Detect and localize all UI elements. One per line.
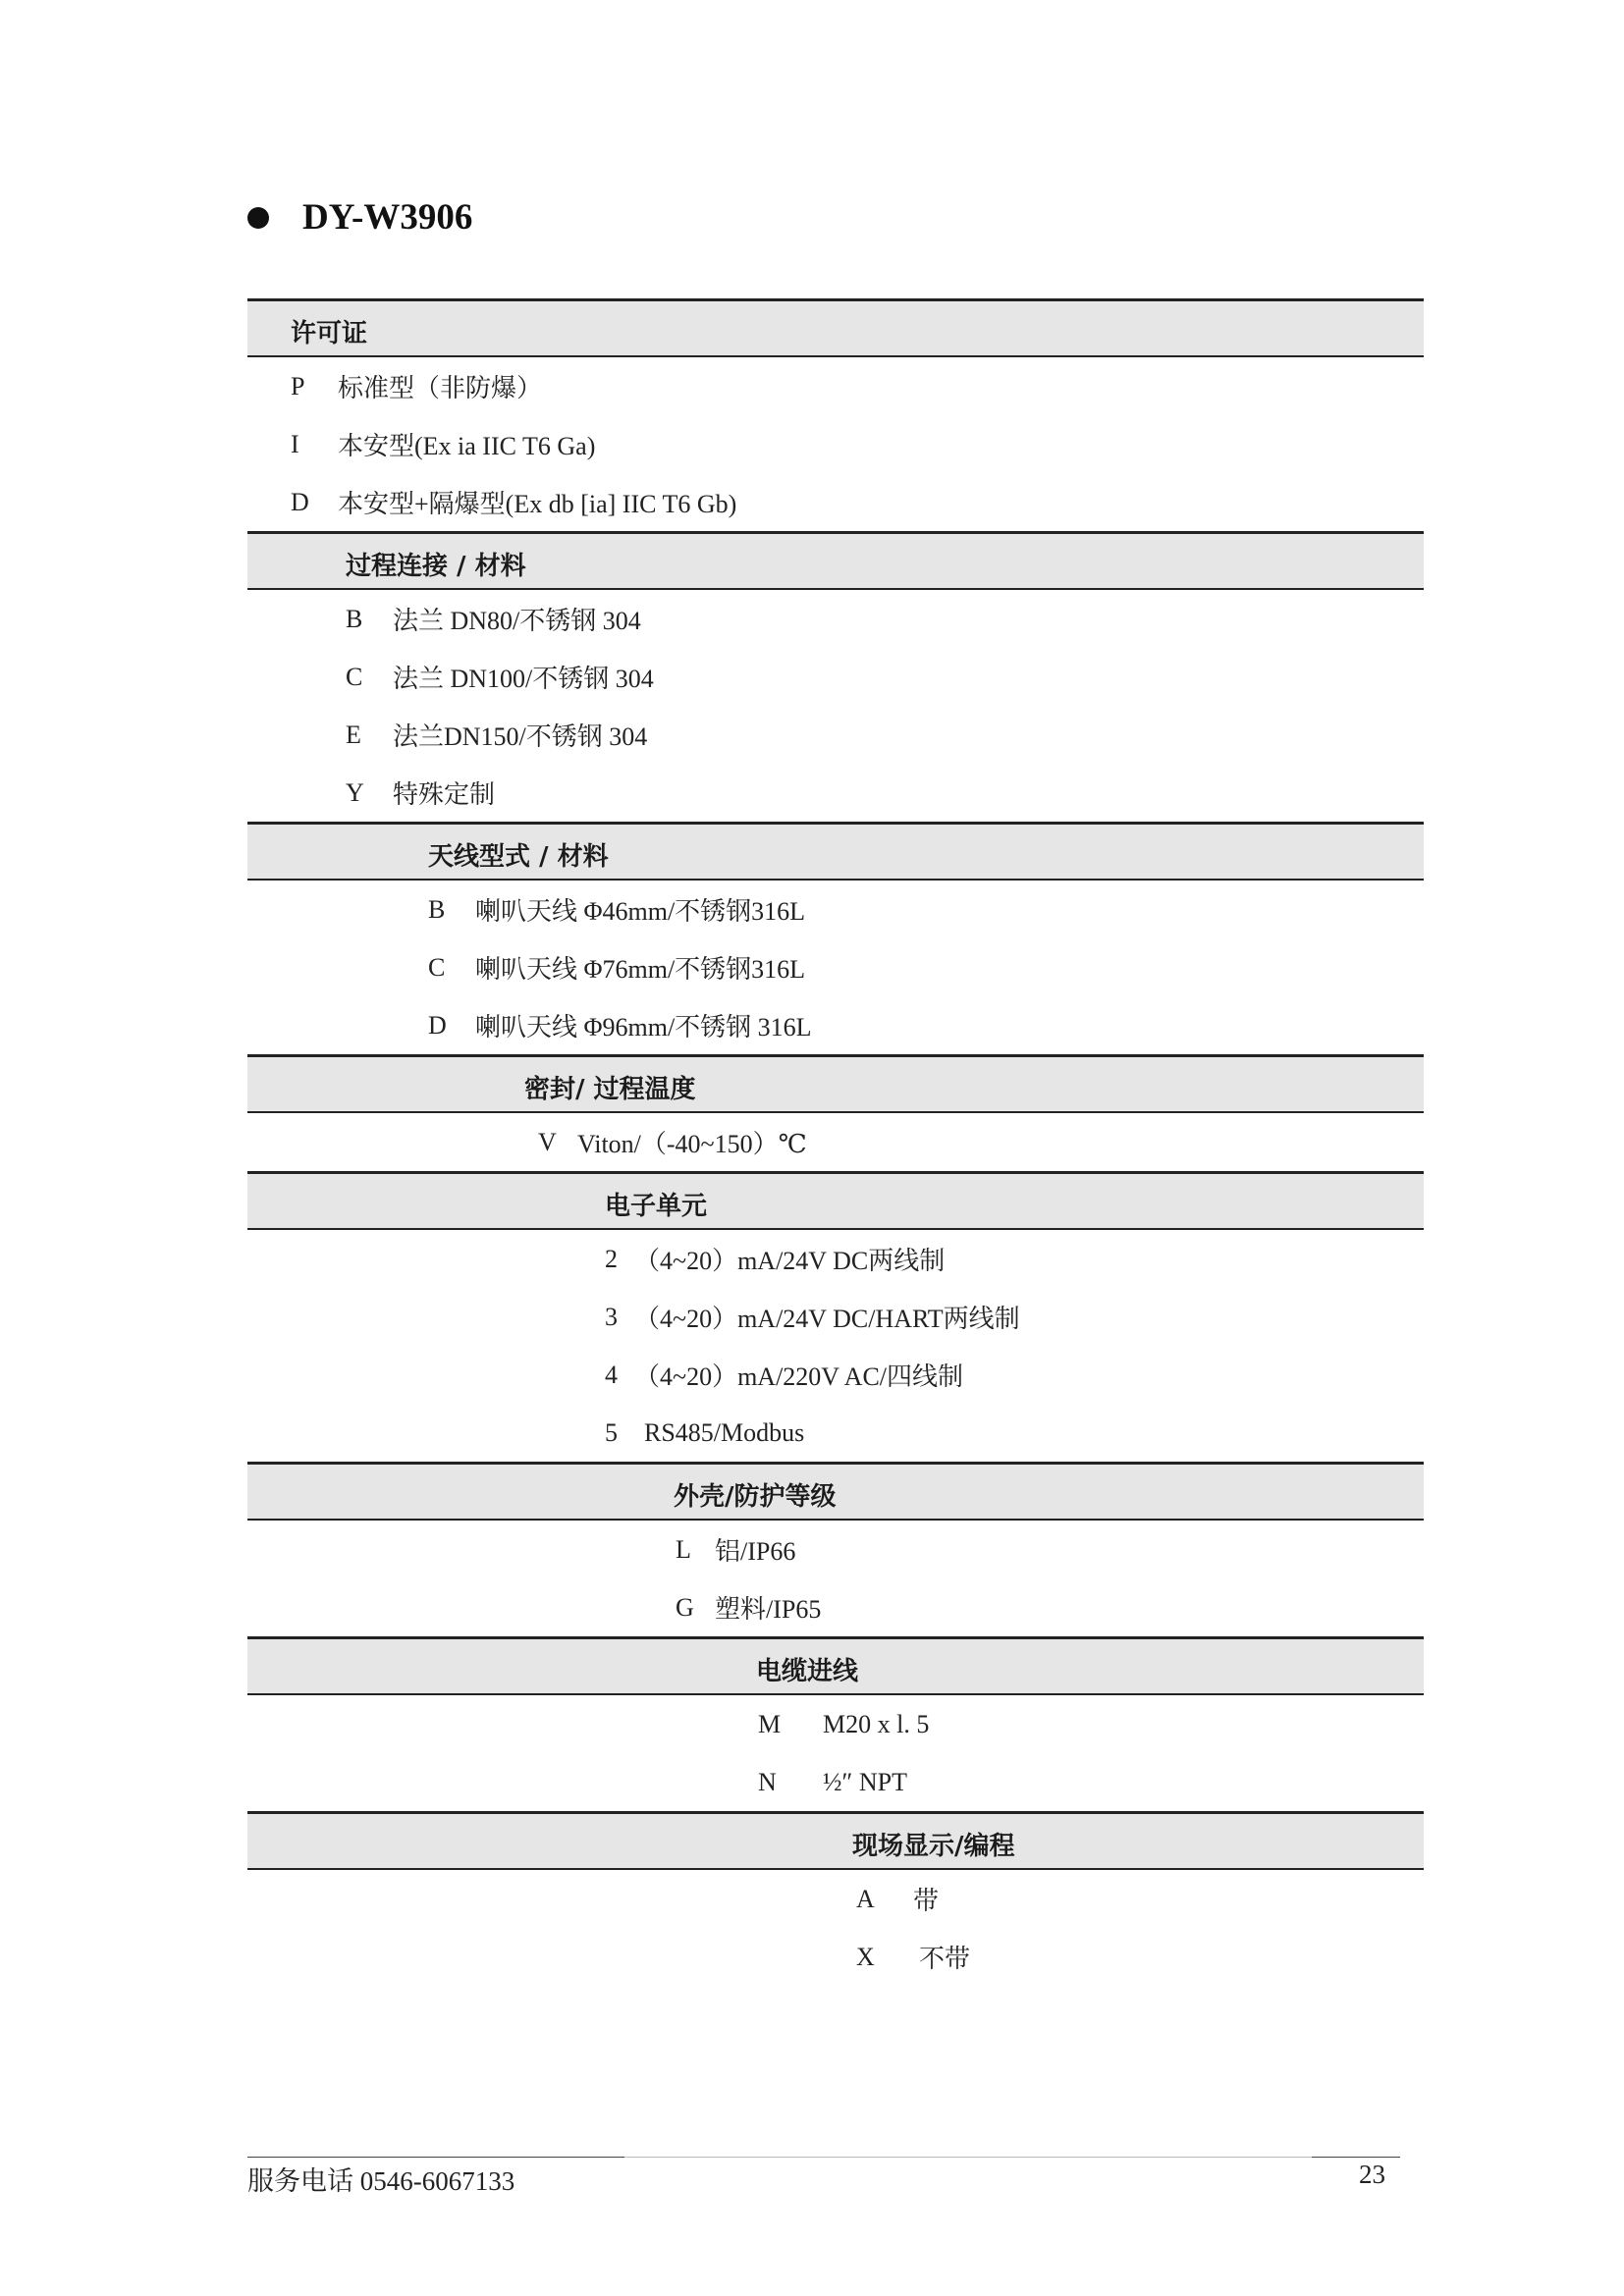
item-desc: 本安型(Ex ia IIC T6 Ga) — [338, 432, 596, 460]
item-code: P — [291, 371, 305, 400]
item-code: 3 — [605, 1302, 618, 1331]
section-header — [247, 1171, 1424, 1230]
item-desc: 本安型+隔爆型(Ex db [ia] IIC T6 Gb) — [338, 490, 737, 518]
list-item — [247, 706, 1424, 764]
list-item — [247, 473, 1424, 531]
section-header-label: 电缆进线 — [756, 1657, 859, 1686]
section-header — [247, 1636, 1424, 1695]
item-desc: Viton/（-40~150）℃ — [577, 1130, 807, 1158]
section-license — [247, 298, 1424, 531]
footer-divider — [1312, 2157, 1400, 2158]
section-header — [247, 531, 1424, 590]
item-code: X — [856, 1942, 875, 1971]
item-desc: 特殊定制 — [393, 780, 496, 809]
item-code: E — [346, 720, 361, 749]
list-item — [247, 1346, 1424, 1404]
item-desc: （4~20）mA/24V DC两线制 — [634, 1247, 946, 1275]
section-header-label: 外壳/防护等级 — [674, 1482, 837, 1512]
item-desc: ½″ NPT — [823, 1767, 907, 1796]
item-code: 2 — [605, 1244, 618, 1273]
section-display-programming — [247, 1811, 1424, 1986]
item-desc: RS485/Modbus — [644, 1417, 805, 1447]
item-desc: 法兰DN150/不锈钢 304 — [393, 722, 648, 751]
page-title: DY-W3906 — [302, 197, 473, 238]
bullet-icon — [247, 207, 269, 229]
list-item — [247, 1113, 1424, 1171]
section-cable-entry — [247, 1636, 1424, 1811]
list-item — [247, 648, 1424, 706]
section-header — [247, 822, 1424, 881]
list-item — [247, 996, 1424, 1054]
item-code: 4 — [605, 1360, 618, 1389]
item-desc: （4~20）mA/24V DC/HART两线制 — [634, 1305, 1020, 1333]
section-header-label: 现场显示/编程 — [852, 1832, 1015, 1861]
item-code: C — [428, 952, 446, 982]
item-desc: 喇叭天线 Φ96mm/不锈钢 316L — [475, 1013, 812, 1041]
section-header-label: 电子单元 — [605, 1192, 708, 1221]
item-desc: 铝/IP66 — [715, 1537, 796, 1566]
list-item — [247, 938, 1424, 996]
list-item — [247, 1230, 1424, 1288]
section-header — [247, 1811, 1424, 1870]
section-housing — [247, 1462, 1424, 1636]
item-code: C — [346, 662, 363, 691]
list-item — [247, 1870, 1424, 1928]
list-item — [247, 1288, 1424, 1346]
item-desc: 喇叭天线 Φ76mm/不锈钢316L — [475, 955, 806, 984]
list-item — [247, 357, 1424, 415]
footer-divider — [247, 2157, 624, 2158]
section-electronics — [247, 1171, 1424, 1462]
item-code: A — [856, 1884, 875, 1913]
section-header-label: 天线型式 / 材料 — [428, 842, 609, 872]
item-desc: 不带 — [919, 1945, 971, 1973]
item-code: B — [428, 894, 446, 924]
item-code: 5 — [605, 1417, 618, 1447]
item-desc: （4~20）mA/220V AC/四线制 — [634, 1362, 964, 1391]
section-header — [247, 298, 1424, 357]
list-item — [247, 590, 1424, 648]
item-code: D — [291, 487, 309, 516]
list-item — [247, 1928, 1424, 1986]
section-process-connection — [247, 531, 1424, 822]
list-item — [247, 1578, 1424, 1636]
item-code: V — [538, 1127, 557, 1156]
footer-divider — [624, 2157, 1312, 2158]
list-item — [247, 1521, 1424, 1578]
list-item — [247, 1753, 1424, 1811]
section-header-label: 密封/ 过程温度 — [524, 1075, 696, 1104]
item-desc: M20 x l. 5 — [823, 1709, 930, 1738]
section-header — [247, 1054, 1424, 1113]
section-antenna — [247, 822, 1424, 1054]
list-item — [247, 1695, 1424, 1753]
item-desc: 喇叭天线 Φ46mm/不锈钢316L — [475, 897, 806, 926]
item-code: M — [758, 1709, 782, 1738]
item-desc: 塑料/IP65 — [715, 1595, 822, 1624]
item-desc: 带 — [913, 1887, 940, 1915]
item-desc: 法兰 DN100/不锈钢 304 — [393, 665, 654, 693]
item-code: L — [676, 1534, 691, 1564]
list-item — [247, 1404, 1424, 1462]
footer-service-phone: 服务电话 0546-6067133 — [247, 2166, 515, 2196]
footer-page-number: 23 — [1359, 2160, 1385, 2189]
title-block — [247, 196, 472, 239]
item-desc: 法兰 DN80/不锈钢 304 — [393, 607, 641, 635]
section-header — [247, 1462, 1424, 1521]
item-code: N — [758, 1767, 777, 1796]
section-header-label: 许可证 — [291, 319, 368, 348]
item-code: Y — [346, 777, 364, 807]
item-code: D — [428, 1010, 447, 1040]
section-header-label: 过程连接 / 材料 — [346, 552, 526, 581]
item-code: G — [676, 1592, 694, 1622]
section-seal-temperature — [247, 1054, 1424, 1171]
list-item — [247, 415, 1424, 473]
item-code: I — [291, 429, 299, 458]
item-code: B — [346, 604, 363, 633]
list-item — [247, 764, 1424, 822]
item-desc: 标准型（非防爆） — [338, 374, 543, 402]
list-item — [247, 881, 1424, 938]
model-selection-table — [247, 298, 1424, 1986]
